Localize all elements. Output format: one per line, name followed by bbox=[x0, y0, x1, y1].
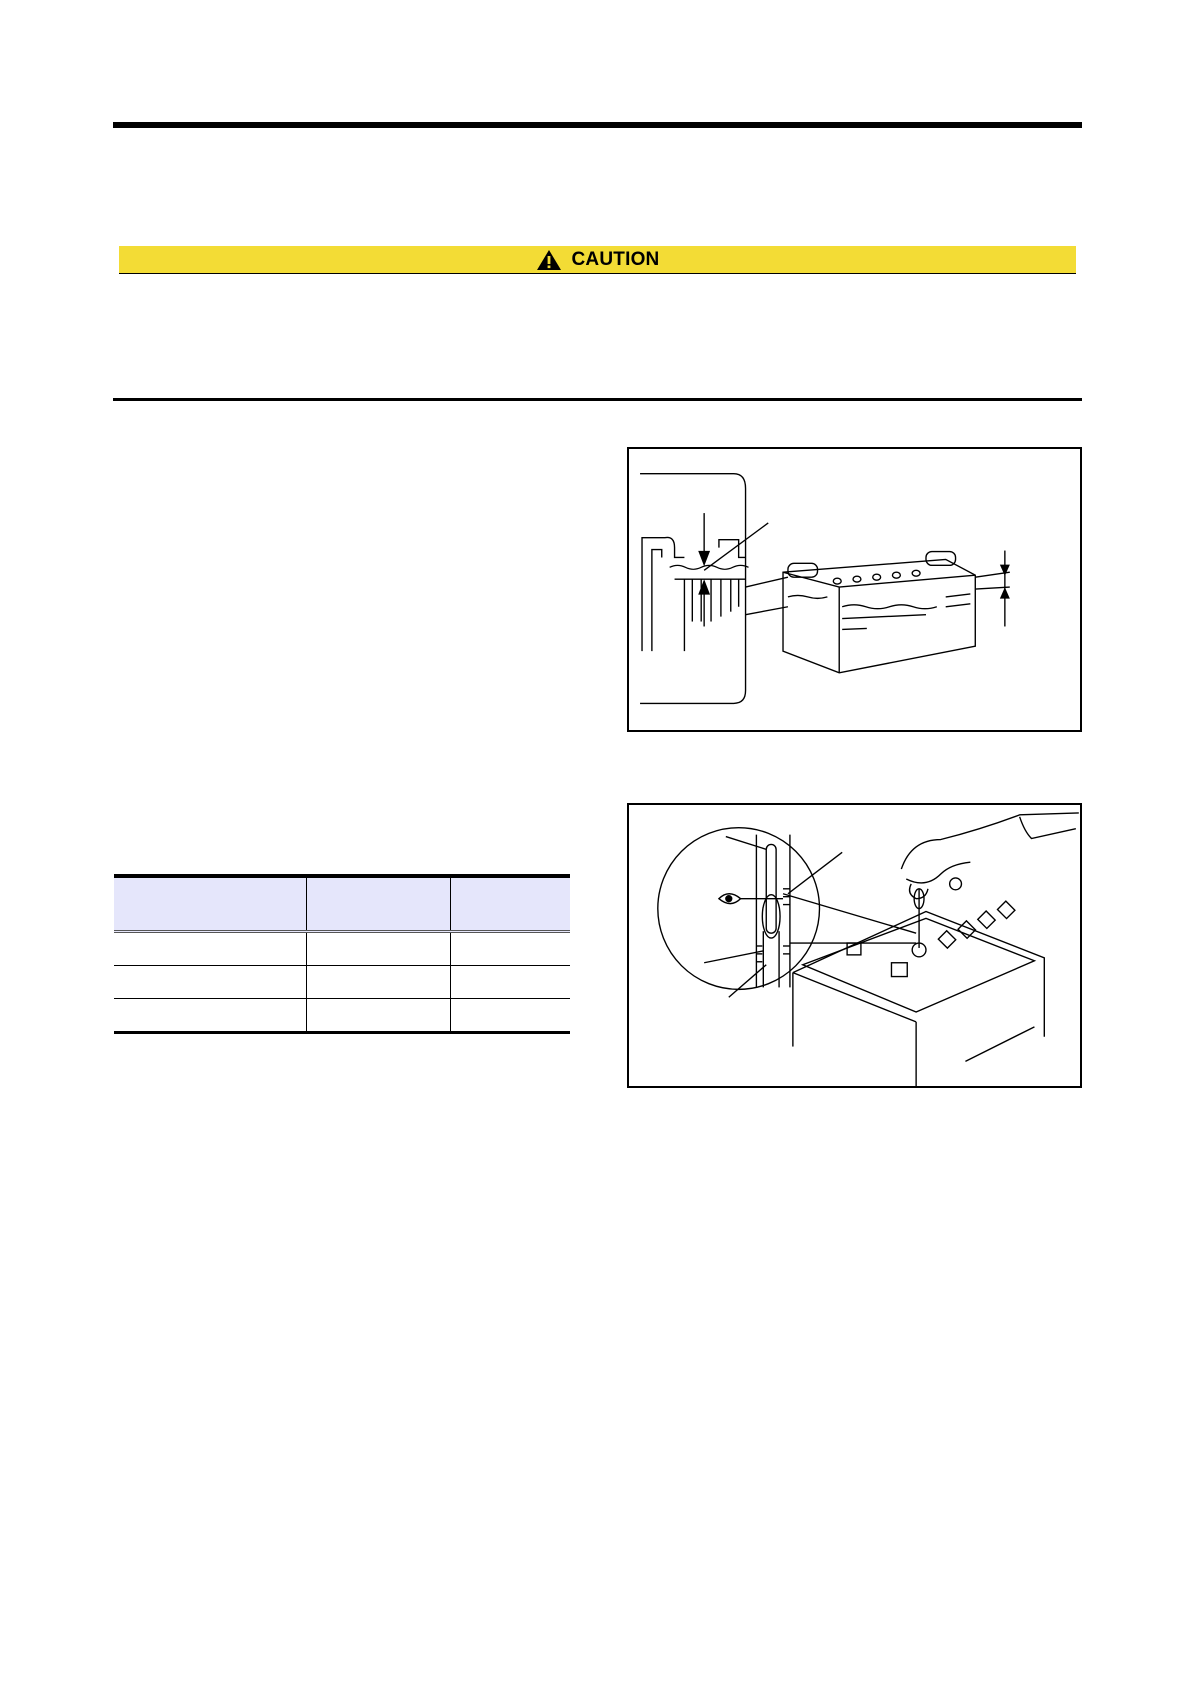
warning-triangle-icon bbox=[536, 249, 562, 271]
table-cell bbox=[307, 966, 450, 999]
table-cell bbox=[450, 999, 570, 1033]
table-header-cell bbox=[114, 876, 307, 932]
table-row bbox=[114, 999, 570, 1033]
caution-banner bbox=[119, 246, 1076, 274]
specification-table bbox=[114, 874, 570, 1034]
table-row bbox=[114, 932, 570, 966]
table-header-cell bbox=[307, 876, 450, 932]
battery-electrolyte-level-diagram bbox=[627, 447, 1082, 732]
table-row bbox=[114, 966, 570, 999]
table-cell bbox=[307, 999, 450, 1033]
table-cell bbox=[114, 966, 307, 999]
table-cell bbox=[450, 932, 570, 966]
caution-label: CAUTION bbox=[571, 248, 660, 270]
table-cell bbox=[307, 932, 450, 966]
table-cell bbox=[114, 932, 307, 966]
top-rule bbox=[113, 122, 1082, 128]
table-cell bbox=[114, 999, 307, 1033]
section-rule bbox=[113, 398, 1082, 401]
table-header-row bbox=[114, 876, 570, 932]
table-cell bbox=[450, 966, 570, 999]
table-header-cell bbox=[450, 876, 570, 932]
hydrometer-specific-gravity-diagram bbox=[627, 803, 1082, 1088]
